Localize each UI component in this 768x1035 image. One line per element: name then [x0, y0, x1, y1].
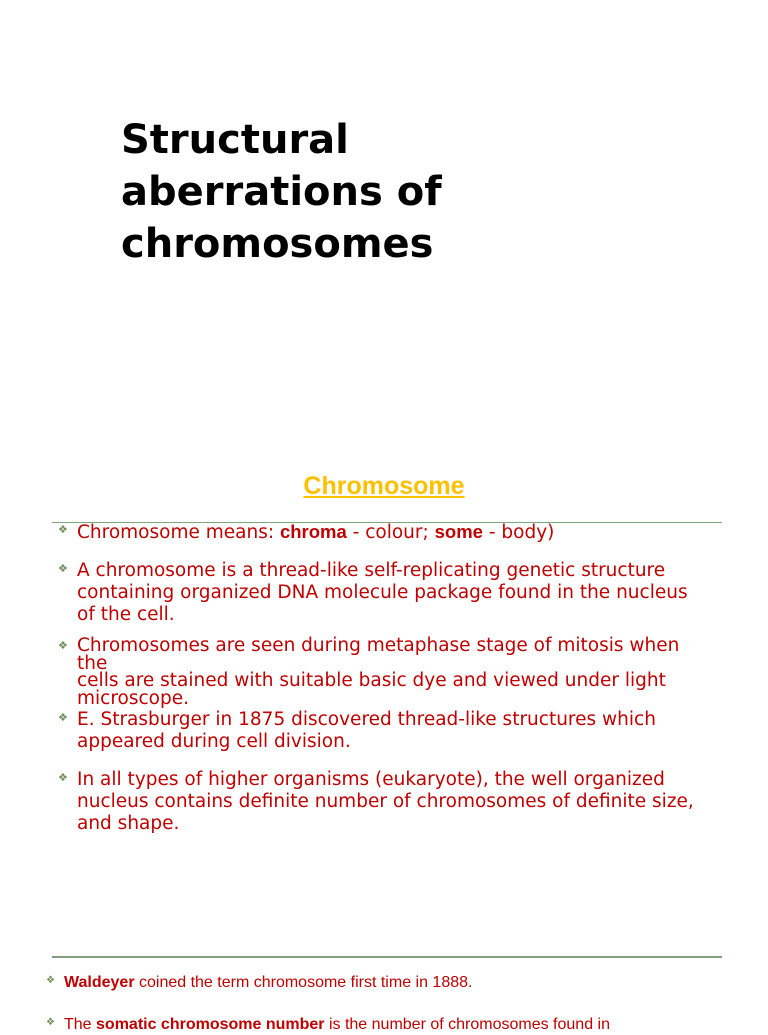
- diamond-bullet-icon: ❖: [58, 771, 68, 784]
- bullet-line: containing organized DNA molecule package found in the nucleus: [77, 582, 688, 603]
- bullet-text: [77, 521, 708, 544]
- bullet-text-part: coined the term chromosome first time in 1888.: [134, 974, 473, 991]
- diamond-bullet-icon: ❖: [58, 523, 68, 536]
- title-line: aberrations of: [121, 169, 442, 215]
- bullet-text: [77, 637, 708, 707]
- bullet-item: [46, 1015, 746, 1035]
- diamond-bullet-icon: ❖: [46, 1017, 55, 1028]
- bullet-line: A chromosome is a thread-like self-replicating genetic structure: [77, 560, 666, 581]
- bullet-line: cells are stained with suitable basic dye and viewed under light: [77, 670, 666, 691]
- bullet-line: and shape.: [77, 813, 180, 834]
- bullet-line: In all types of higher organisms (eukaryote), the well organized: [77, 769, 665, 790]
- bullet-item: [58, 769, 708, 835]
- bullet-item: [58, 709, 708, 753]
- slide-divider: [52, 956, 722, 958]
- bullet-text-part: - colour;: [346, 522, 435, 543]
- bullet-line: of the cell.: [77, 604, 175, 625]
- title-line: Structural: [121, 117, 349, 163]
- bullet-text-part: The: [64, 1016, 97, 1033]
- bullet-text: [64, 973, 472, 993]
- bullet-bold-term: somatic chromosome number: [96, 1016, 325, 1033]
- slide2-heading: Chromosome: [303, 472, 465, 500]
- bullet-text: [77, 560, 708, 626]
- title-line: chromosomes: [121, 221, 434, 267]
- bullet-item: [58, 521, 708, 544]
- diamond-bullet-icon: ❖: [46, 975, 55, 986]
- bullet-line: microscope.: [77, 687, 189, 709]
- bullet-text: [77, 769, 708, 835]
- bullet-line: appeared during cell division.: [77, 731, 351, 752]
- diamond-bullet-icon: ❖: [58, 711, 68, 724]
- bullet-bold-term: Waldeyer: [64, 974, 135, 991]
- bullet-text: [64, 1015, 610, 1035]
- bullet-item: [46, 973, 746, 993]
- bullet-bold-term: some: [434, 521, 483, 542]
- bullet-text: [77, 709, 708, 753]
- bullet-text-part: Chromosome means:: [77, 522, 280, 543]
- bullet-text-part: is the number of chromosomes found in: [324, 1016, 610, 1033]
- bullet-text-part: - body): [482, 522, 555, 543]
- slide1-title: [121, 114, 641, 270]
- bullet-item: [58, 637, 708, 707]
- bullet-item: [58, 560, 708, 626]
- bullet-bold-term: chroma: [279, 521, 347, 542]
- bullet-line: E. Strasburger in 1875 discovered thread-like structures which: [77, 709, 656, 730]
- bullet-line: nucleus contains definite number of chromosomes of definite size,: [77, 791, 694, 812]
- bullet-line: Chromosomes are seen during metaphase stage of mitosis when the: [77, 635, 680, 674]
- diamond-bullet-icon: ❖: [58, 562, 68, 575]
- diamond-bullet-icon: ❖: [58, 639, 68, 652]
